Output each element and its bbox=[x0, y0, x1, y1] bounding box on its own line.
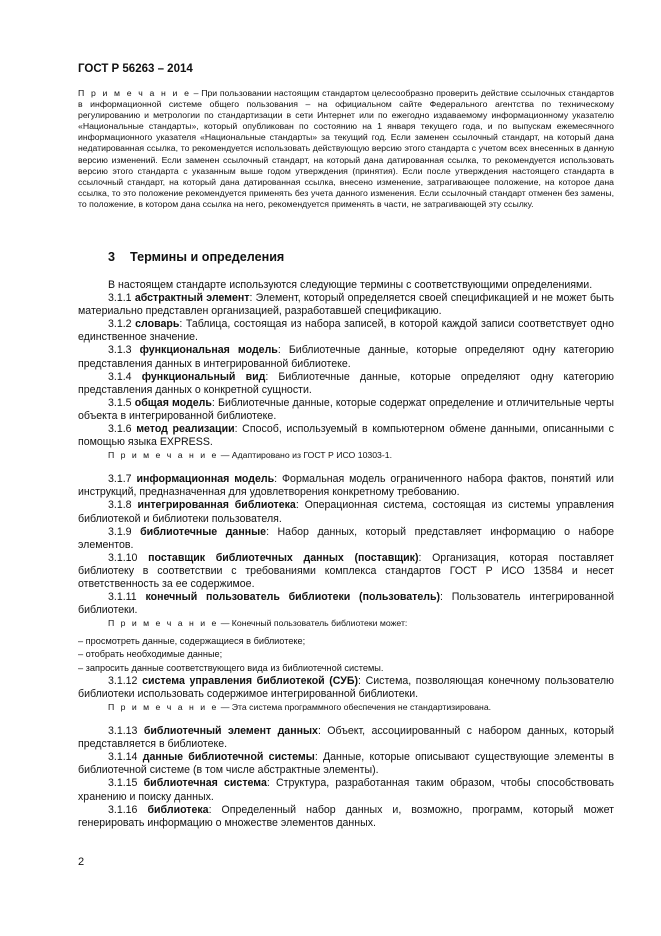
term-3-1-5 bbox=[78, 397, 614, 423]
term-number: 3.1.16 bbox=[108, 803, 138, 816]
term-number: 3.1.7 bbox=[108, 473, 132, 486]
note-text: — Эта система программного обеспечения не стандартизирована. bbox=[218, 702, 492, 713]
note-text: – При пользовании настоящим стандартом целесообразно проверить действие ссылочных стандартов в информационной системе общего пользования – на официальном сайте Федерального агентства по техническому регулированию и метрологии по стандартизации в сети Интернет или по ежегодно издаваемому информационному указателю «Национальные стандарты», который опубликован по состоянию на 1 января текущего года, и по выпускам ежемесячного информационного указателя «Национальные стандарты» за текущий год. Если заменен ссылочный стандарт, на который дана недатированная ссылка, то рекомендуется использовать действующую версию этого стандарта с учетом всех внесенных в данную версию изменений. Если заменен ссылочный стандарт, на который дана датированная ссылка, то рекомендуется использовать версию этого стандарта с указанным выше годом утверждения (принятия). Если после утверждения настоящего стандарта в ссылочный стандарт, на который дана датированная ссылка, внесено изменение, затрагивающее положение, на которое дана ссылка, то это положение рекомендуется применять без учета данного изменения. Если ссылочный стандарт отменен без замены, то положение, в котором дана ссылка на него, рекомендуется применять в части, не затрагивающей эту ссылку. bbox=[78, 88, 614, 209]
term-name: словарь bbox=[135, 318, 180, 331]
term-number: 3.1.9 bbox=[108, 525, 132, 538]
note-2 bbox=[78, 617, 614, 629]
term-number: 3.1.4 bbox=[108, 370, 132, 383]
section-number: 3 bbox=[108, 250, 116, 264]
term-name: конечный пользователь библиотеки (пользователь) bbox=[145, 591, 441, 604]
term-3-1-10 bbox=[78, 552, 614, 591]
term-number: 3.1.1 bbox=[108, 292, 132, 305]
term-3-1-1 bbox=[78, 292, 614, 318]
note-1 bbox=[78, 449, 614, 461]
term-number: 3.1.11 bbox=[108, 591, 137, 604]
term-name: метод реализации bbox=[136, 423, 235, 436]
term-definition: : Организация, которая поставляет библиотеку в соответствии с требованиями комплекса стандартов ГОСТ Р ИСО 13584 и несет ответственность за ее содержимое. bbox=[78, 551, 614, 590]
term-3-1-7 bbox=[78, 473, 614, 499]
term-3-1-16 bbox=[78, 804, 614, 830]
spacer bbox=[78, 713, 614, 725]
note-label: П р и м е ч а н и е bbox=[108, 618, 219, 629]
list-item: – запросить данные соответствующего вида из библиотечной системы. bbox=[78, 662, 384, 673]
term-definition: : Операционная система, состоящая из системы управления библиотекой и библиотеки пользователя. bbox=[78, 499, 614, 525]
note-text: — Адаптировано из ГОСТ Р ИСО 10303-1. bbox=[218, 450, 393, 461]
term-name: функциональный вид bbox=[141, 370, 266, 383]
intro-paragraph: В настоящем стандарте используются следующие термины с соответствующими определениями. bbox=[108, 279, 593, 291]
term-3-1-8 bbox=[78, 499, 614, 525]
term-definition: : Библиотечные данные, которые определяют одну категорию представления данных о конкретной сущности. bbox=[78, 370, 614, 396]
term-definition: : Способ, используемый в компьютерном обмене данными, описанными с помощью языка EXPRESS. bbox=[78, 423, 614, 449]
term-3-1-13 bbox=[78, 725, 614, 751]
note-label: П р и м е ч а н и е bbox=[108, 702, 219, 713]
term-name: интегрированная библиотека bbox=[137, 499, 296, 512]
term-name: данные библиотечной системы bbox=[142, 751, 315, 764]
term-definition: : Определенный набор данных и, возможно, программ, который может генерировать информацию о множестве элементов данных. bbox=[78, 803, 614, 829]
term-definition: : Данные, которые описывают существующие элементы в библиотечной системе (в том числе абстрактные элементы). bbox=[78, 751, 615, 777]
term-3-1-9 bbox=[78, 526, 614, 552]
term-name: система управления библиотекой (СУБ) bbox=[142, 674, 359, 687]
term-definition: : Структура, разработанная таким образом, чтобы способствовать хранению и поиску данных. bbox=[78, 777, 614, 803]
term-definition: : Библиотечные данные, которые определяют одну категорию представления данных в интегрированной библиотеке. bbox=[78, 344, 614, 370]
section-heading bbox=[78, 250, 284, 264]
intro-note bbox=[78, 88, 614, 210]
note-label: П р и м е ч а н и е bbox=[78, 88, 191, 98]
term-number: 3.1.3 bbox=[108, 344, 132, 357]
term-name: общая модель bbox=[134, 396, 212, 409]
term-definition: : Пользователь интегрированной библиотеки. bbox=[78, 591, 614, 617]
spacer bbox=[78, 461, 614, 473]
document-body bbox=[78, 279, 614, 830]
term-number: 3.1.5 bbox=[108, 396, 132, 409]
list-item: – отобрать необходимые данные; bbox=[78, 649, 223, 660]
note-3 bbox=[78, 701, 614, 713]
term-3-1-11 bbox=[78, 591, 614, 617]
term-definition: : Объект, ассоциированный с набором данных, который представляется в библиотеке. bbox=[78, 725, 614, 751]
term-number: 3.1.8 bbox=[108, 499, 132, 512]
term-3-1-2 bbox=[78, 318, 614, 344]
term-definition: : Система, позволяющая конечному пользователю библиотеки использовать содержимое интегрированной библиотеки. bbox=[78, 674, 614, 700]
term-3-1-4 bbox=[78, 371, 614, 397]
term-3-1-14 bbox=[78, 751, 614, 777]
term-name: библиотека bbox=[147, 803, 209, 816]
term-name: функциональная модель bbox=[139, 344, 278, 357]
term-name: библиотечная система bbox=[143, 777, 267, 790]
term-definition: : Элемент, который определяется своей спецификацией и не может быть материально представлен организацией, разработавшей спецификацию. bbox=[78, 292, 614, 318]
term-definition: : Таблица, состоящая из набора записей, в которой каждой записи соответствует одно единственное значение. bbox=[78, 318, 614, 344]
term-3-1-6 bbox=[78, 423, 614, 449]
term-number: 3.1.12 bbox=[108, 674, 138, 687]
term-name: абстрактный элемент bbox=[134, 292, 250, 305]
term-3-1-15 bbox=[78, 777, 614, 803]
term-name: информационная модель bbox=[136, 473, 275, 486]
term-3-1-12 bbox=[78, 675, 614, 701]
note-text: — Конечный пользователь библиотеки может: bbox=[218, 618, 408, 629]
term-definition: : Библиотечные данные, которые содержат определение и отличительные черты объекта в интегрированной библиотеке. bbox=[78, 396, 614, 422]
section-title: Термины и определения bbox=[130, 250, 285, 264]
term-name: поставщик библиотечных данных (поставщик) bbox=[148, 551, 419, 564]
term-number: 3.1.6 bbox=[108, 423, 132, 436]
page-number: 2 bbox=[78, 856, 85, 868]
term-number: 3.1.14 bbox=[108, 751, 138, 764]
term-definition: : Формальная модель ограниченного набора фактов, понятий или инструкций, предназначенная для удовлетворения конкретному требованию. bbox=[78, 473, 614, 499]
term-number: 3.1.13 bbox=[108, 725, 138, 738]
term-3-1-3 bbox=[78, 344, 614, 370]
term-name: библиотечный элемент данных bbox=[143, 725, 318, 738]
term-definition: : Набор данных, который представляет информацию о наборе элементов. bbox=[78, 525, 614, 551]
document-header: ГОСТ Р 56263 – 2014 bbox=[78, 63, 193, 75]
term-number: 3.1.15 bbox=[108, 777, 138, 790]
term-name: библиотечные данные bbox=[140, 525, 267, 538]
note-label: П р и м е ч а н и е bbox=[108, 450, 219, 461]
term-number: 3.1.2 bbox=[108, 318, 132, 331]
list-item: – просмотреть данные, содержащиеся в библиотеке; bbox=[78, 636, 306, 647]
term-number: 3.1.10 bbox=[108, 551, 138, 564]
